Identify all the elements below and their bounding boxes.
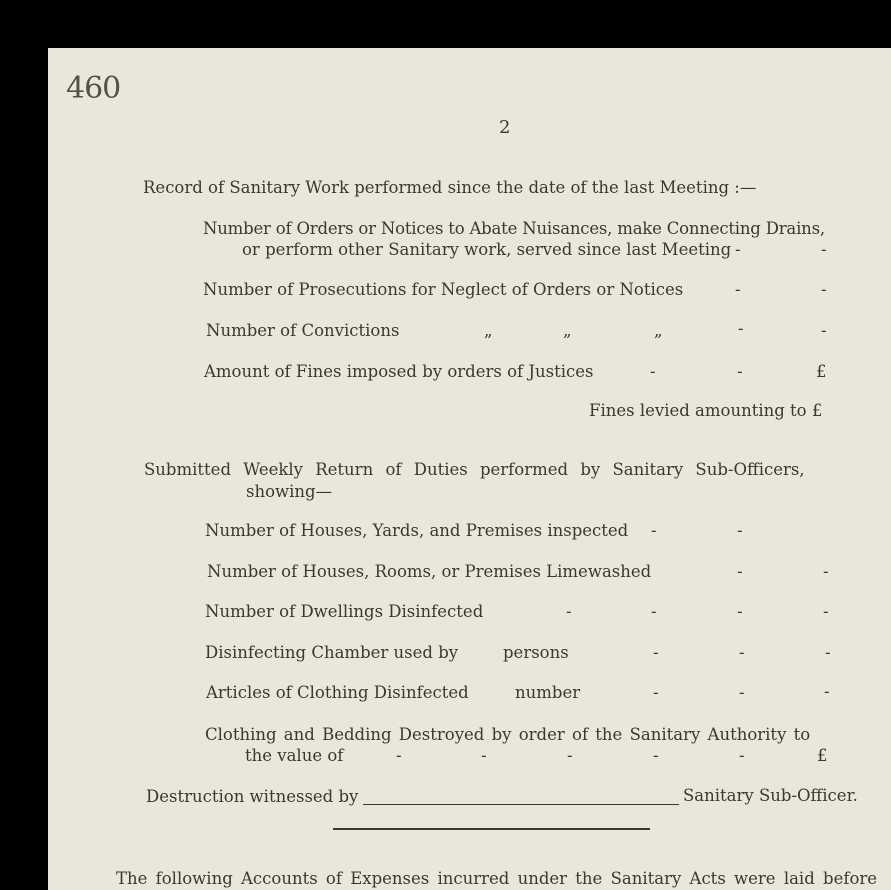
pound-sign: £: [817, 746, 828, 765]
dash: -: [824, 682, 830, 701]
dash: -: [737, 362, 743, 381]
orders-line-2: or perform other Sanitary work, served since last Meeting: [242, 240, 732, 259]
page-number: 460: [66, 71, 121, 106]
orders-line-1: Number of Orders or Notices to Abate Nuisances, make Connecting Drains,: [203, 219, 825, 238]
weekly-return-line-2: showing—: [246, 482, 333, 501]
convictions-label: Number of Convictions: [206, 321, 400, 340]
dash: -: [735, 240, 741, 259]
dash: -: [567, 746, 573, 765]
dash: -: [739, 746, 745, 765]
dash: -: [737, 602, 743, 621]
dash: -: [739, 683, 745, 702]
weekly-return-line-1: Submitted Weekly Return of Duties performed by Sanitary Sub-Officers,: [144, 460, 805, 479]
record-heading: Record of Sanitary Work performed since the date of the last Meeting :—: [143, 178, 757, 197]
sheet-number: 2: [499, 117, 511, 138]
chamber-unit: persons: [503, 643, 569, 662]
disinfecting-chamber-label: Disinfecting Chamber used by: [205, 643, 459, 662]
dash: -: [738, 319, 744, 338]
dash: -: [821, 240, 827, 259]
dash: -: [396, 746, 402, 765]
section-divider: [333, 828, 650, 830]
sub-officer-label: Sanitary Sub-Officer.: [683, 786, 858, 805]
prosecutions-label: Number of Prosecutions for Neglect of Orders or Notices: [203, 280, 684, 299]
signature-line: [363, 804, 679, 805]
dash: -: [481, 746, 487, 765]
articles-disinfected-label: Articles of Clothing Disinfected: [206, 683, 469, 702]
ditto-mark: „: [563, 321, 572, 340]
dash: -: [739, 643, 745, 662]
dash: -: [737, 562, 743, 581]
dash: -: [650, 362, 656, 381]
dash: -: [823, 602, 829, 621]
houses-limewashed-label: Number of Houses, Rooms, or Premises Limewashed: [207, 562, 652, 581]
articles-unit: number: [515, 683, 581, 702]
ditto-mark: „: [654, 321, 663, 340]
dash: -: [653, 643, 659, 662]
accounts-line: The following Accounts of Expenses incurred under the Sanitary Acts were laid before: [116, 869, 878, 888]
dash: -: [821, 280, 827, 299]
clothing-destroyed-line-1: Clothing and Bedding Destroyed by order of the Sanitary Authority to: [205, 725, 811, 744]
pound-sign: £: [816, 362, 827, 381]
dwellings-disinfected-label: Number of Dwellings Disinfected: [205, 602, 484, 621]
dash: -: [737, 521, 743, 540]
dash: -: [653, 683, 659, 702]
fines-imposed-label: Amount of Fines imposed by orders of Justices: [204, 362, 594, 381]
ditto-mark: „: [484, 321, 493, 340]
dash: -: [825, 643, 831, 662]
fines-levied-label: Fines levied amounting to £: [589, 401, 823, 420]
dash: -: [651, 521, 657, 540]
dash: -: [653, 746, 659, 765]
houses-inspected-label: Number of Houses, Yards, and Premises inspected: [205, 521, 629, 540]
dash: -: [821, 321, 827, 340]
dash: -: [566, 602, 572, 621]
dash: -: [735, 280, 741, 299]
destruction-witnessed-label: Destruction witnessed by: [146, 787, 359, 806]
dash: -: [651, 602, 657, 621]
clothing-destroyed-line-2: the value of: [245, 746, 344, 765]
dash: -: [823, 562, 829, 581]
